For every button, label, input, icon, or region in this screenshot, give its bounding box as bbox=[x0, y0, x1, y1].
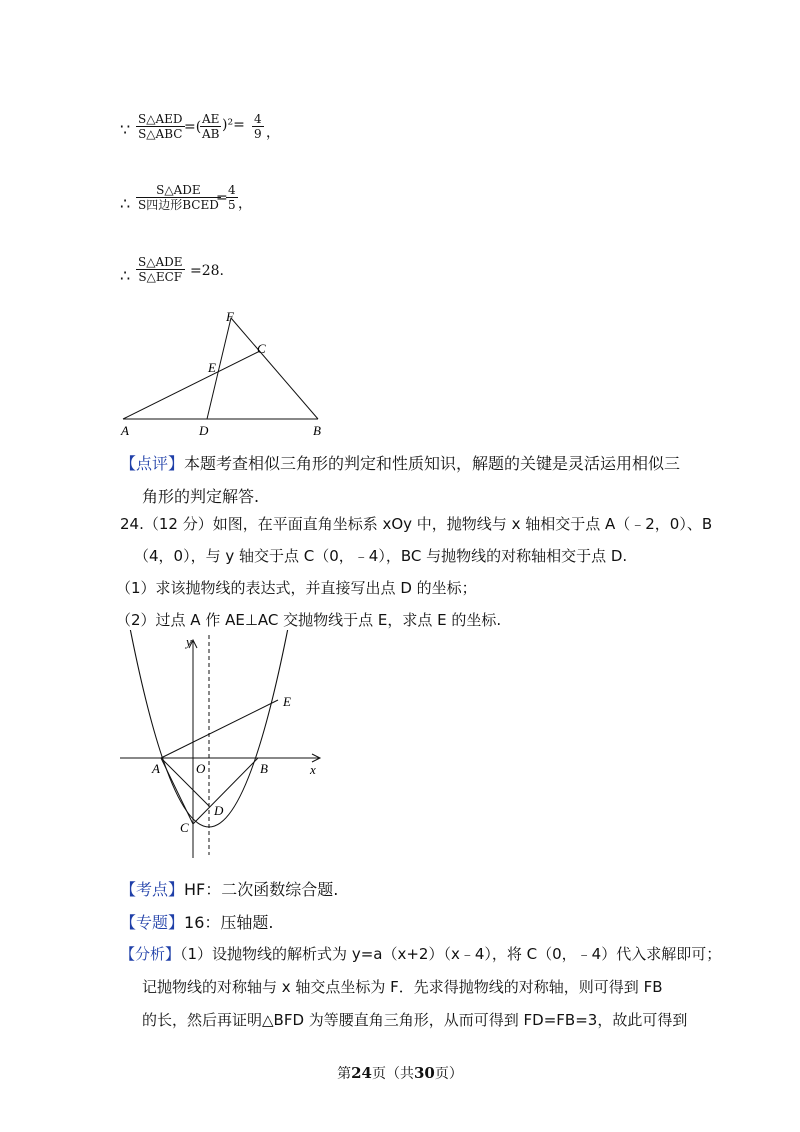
comment-line-2: 角形的判定解答. bbox=[142, 487, 260, 506]
comment-tag: 【点评】 bbox=[120, 454, 185, 473]
fenxi-line-1 bbox=[120, 943, 721, 964]
label-d: D bbox=[214, 803, 224, 818]
label-b: B bbox=[313, 423, 321, 438]
problem-24-line-1: 24.（12 分）如图，在平面直角坐标系 xOy 中，抛物线与 x 轴相交于点 A（﹣2，0）、B bbox=[120, 515, 713, 533]
fraction-value bbox=[226, 183, 238, 212]
kaodian-text: HF：二次函数综合题. bbox=[184, 880, 339, 899]
fraction-area-ratio bbox=[136, 183, 221, 212]
label-f: F bbox=[226, 309, 234, 324]
footer-total-pages: 30 bbox=[414, 1064, 435, 1082]
denominator: S四边形BCED bbox=[138, 198, 219, 212]
segment-fb bbox=[231, 318, 318, 419]
fraction-value bbox=[252, 112, 264, 141]
fraction-area-ratio bbox=[136, 255, 185, 284]
equals-paren: =( bbox=[184, 119, 202, 135]
denominator: 5 bbox=[228, 198, 236, 212]
numerator: S△ADE bbox=[156, 183, 201, 197]
denominator: AB bbox=[202, 127, 220, 141]
parabola-figure bbox=[110, 630, 330, 860]
kaodian-line bbox=[120, 877, 338, 900]
numerator: 4 bbox=[228, 183, 236, 197]
segment-ae bbox=[161, 700, 278, 758]
comment-text-1: 本题考查相似三角形的判定和性质知识，解题的关键是灵活运用相似三 bbox=[184, 454, 681, 473]
problem-24-question-1: （1）求该抛物线的表达式，并直接写出点 D 的坐标； bbox=[116, 579, 477, 597]
denominator: S△ECF bbox=[136, 269, 185, 284]
label-o: O bbox=[196, 761, 206, 776]
label-b: B bbox=[260, 761, 268, 776]
segment-ac bbox=[123, 351, 260, 419]
fenxi-text-1: （1）设抛物线的解析式为 y=a（x+2）（x﹣4），将 C（0，﹣4）代入求解即可； bbox=[180, 945, 722, 963]
footer-post: 页） bbox=[434, 1066, 463, 1082]
comment-line-1 bbox=[120, 451, 680, 474]
numerator: S△AED bbox=[138, 112, 183, 126]
footer-mid: 页（共 bbox=[372, 1066, 414, 1082]
equals-value: =28. bbox=[190, 263, 224, 279]
kaodian-tag: 【考点】 bbox=[120, 880, 185, 899]
power-equals: )²= bbox=[222, 117, 245, 133]
fenxi-line-3: 的长，然后再证明△BFD 为等腰直角三角形，从而可得到 FD=FB=3，故此可得到 bbox=[142, 1011, 688, 1029]
numerator: AE bbox=[202, 112, 220, 126]
page-footer bbox=[0, 1063, 800, 1083]
fraction-area-ratio bbox=[136, 112, 185, 141]
denominator: S△ABC bbox=[136, 126, 185, 141]
fenxi-tag: 【分析】 bbox=[120, 945, 181, 963]
fraction-side-ratio bbox=[200, 112, 221, 141]
equals: = bbox=[216, 190, 228, 206]
fenxi-line-2: 记抛物线的对称轴与 x 轴交点坐标为 F．先求得抛物线的对称轴，则可得到 FB bbox=[142, 978, 663, 996]
therefore-symbol: ∴ bbox=[120, 266, 131, 285]
segment-ac bbox=[161, 758, 193, 824]
comma: ， bbox=[266, 125, 280, 141]
triangle-figure bbox=[110, 305, 340, 440]
problem-24-question-2: （2）过点 A 作 AE⊥AC 交抛物线于点 E，求点 E 的坐标. bbox=[116, 611, 502, 629]
label-a: A bbox=[152, 761, 160, 776]
footer-pre: 第 bbox=[337, 1066, 352, 1082]
label-d: D bbox=[199, 423, 209, 438]
label-a: A bbox=[121, 423, 129, 438]
numerator: S△ADE bbox=[138, 255, 183, 269]
zhuanti-tag: 【专题】 bbox=[120, 913, 185, 932]
comma: ， bbox=[238, 196, 252, 212]
label-x: x bbox=[310, 762, 316, 777]
label-e: E bbox=[283, 694, 291, 709]
label-y: y bbox=[186, 634, 192, 649]
problem-24-line-2: （4，0），与 y 轴交于点 C（0，﹣4），BC 与抛物线的对称轴相交于点 D. bbox=[134, 547, 628, 565]
label-c: C bbox=[257, 341, 266, 356]
numerator: 4 bbox=[254, 112, 262, 126]
zhuanti-text: 16：压轴题. bbox=[184, 913, 274, 932]
therefore-symbol: ∴ bbox=[120, 194, 131, 213]
footer-page-number: 24 bbox=[351, 1064, 372, 1082]
label-c: C bbox=[180, 820, 189, 835]
label-e: E bbox=[208, 360, 216, 375]
because-symbol: ∵ bbox=[120, 120, 131, 139]
zhuanti-line bbox=[120, 910, 273, 933]
denominator: 9 bbox=[254, 127, 262, 141]
